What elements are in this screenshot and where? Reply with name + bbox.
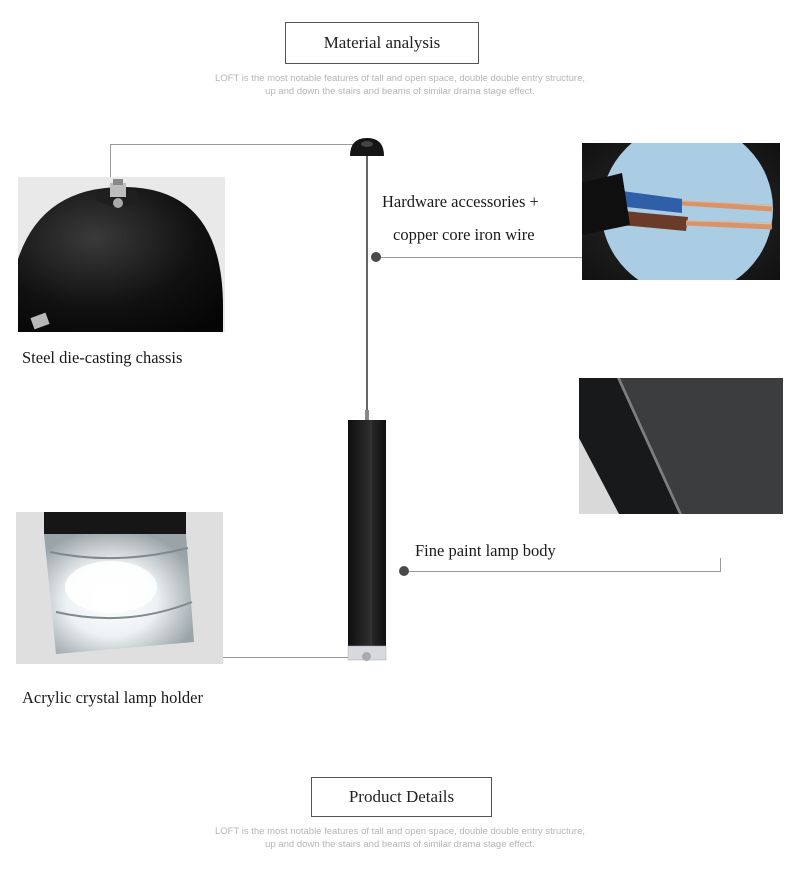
label-crystal-holder: Acrylic crystal lamp holder <box>22 688 203 707</box>
label-hardware-line1: Hardware accessories + <box>382 192 539 211</box>
chassis-photo <box>18 177 225 332</box>
section-title-box <box>285 22 479 64</box>
marker-dot-holder <box>362 652 371 661</box>
section-subtitle: LOFT is the most notable features of tall and open space, double double entry structure, up and down the stairs and beams of similar drama stage effect. <box>214 73 586 97</box>
section-title: Material analysis <box>323 33 441 52</box>
footer-subtitle: LOFT is the most notable features of tall and open space, double double entry structure, up and down the stairs and beams of similar drama stage effect. <box>214 826 586 850</box>
marker-dot-hardware <box>371 252 381 262</box>
label-lamp-body: Fine paint lamp body <box>415 541 556 560</box>
connector-chassis-drop <box>110 144 111 178</box>
footer-title-box <box>311 777 492 817</box>
footer-title: Product Details <box>348 787 455 806</box>
label-hardware-line2: copper core iron wire <box>393 225 535 244</box>
crystal-holder-photo <box>16 512 223 664</box>
marker-dot-body <box>399 566 409 576</box>
lamp-body-photo <box>579 378 783 514</box>
label-chassis: Steel die-casting chassis <box>22 348 183 367</box>
wire-photo <box>582 143 780 280</box>
connector-body <box>405 571 721 572</box>
connector-body-end <box>720 558 721 572</box>
connector-chassis <box>110 144 366 145</box>
